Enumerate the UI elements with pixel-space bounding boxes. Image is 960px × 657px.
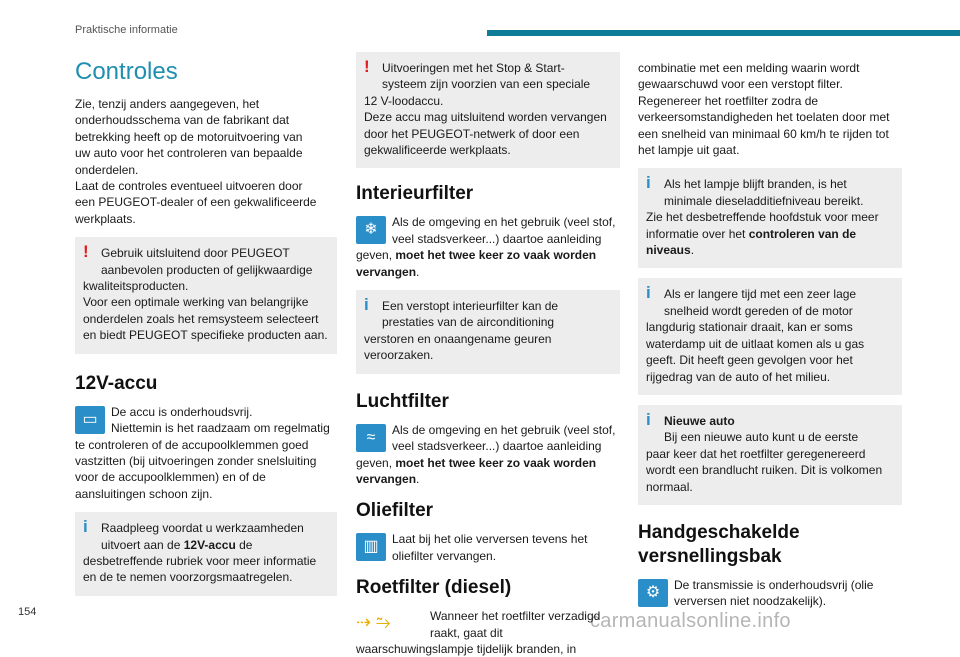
info-icon: i [646, 283, 651, 303]
versnellingsbak-body: ⚙ De transmissie is onderhoudsvrij (olie verversen niet noodzakelijk). [638, 577, 902, 610]
section-title-roetfilter: Roetfilter (diesel) [356, 577, 512, 599]
info-note-nieuwe-auto: i Nieuwe auto Bij een nieuwe auto kunt u de eerste paar keer dat het roetfilter geregenereerd wordt een brandlucht ruiken. Dit is volkomen normaal. [638, 405, 902, 505]
column-1 [75, 52, 337, 596]
luchtfilter-body: ≈ Als de omgeving en het gebruik (veel stof, veel stadsverkeer...) daartoe aanleiding geven, moet het twee keer zo vaak worden vervangen. [356, 422, 616, 486]
header-section-title: Praktische informatie [75, 24, 178, 36]
oliefilter-body: ▥ Laat bij het olie verversen tevens het oliefilter vervangen. [356, 531, 620, 564]
info-note-accu: i Raadpleeg voordat u werkzaamheden uitvoert aan de 12V-accu de desbetreffende rubriek voor meer informatie en de te nemen voorzorgsmaatregelen. [75, 512, 337, 596]
warning-note-products: ! Gebruik uitsluitend door PEUGEOT aanbevolen producten of gelijkwaardige kwaliteitsproducten. Voor een optimale werking van belangrijke onderdelen zoals het remsysteem selecteert en biedt PEUGEOT specifieke producten aan. [75, 237, 337, 353]
info-note-waterdamp: i Als er langere tijd met een zeer lage snelheid wordt gereden of de motor langdurig stationair draait, kan er soms waterdamp uit de uitlaat komen als u gas geeft. Dit heeft geen gevolgen voor het rijgedrag van de auto of het milieu. [638, 278, 902, 394]
column-2 [356, 52, 620, 657]
watermark: carmanualsonline.info [590, 610, 791, 632]
warning-note-stopstart: ! Uitvoeringen met het Stop & Start- systeem zijn voorzien van een speciale 12 V-loodaccu. Deze accu mag uitsluitend worden vervangen door het PEUGEOT-netwerk of door een gekwalificeerde werkplaats. [356, 52, 620, 168]
info-note-additive: i Als het lampje blijft branden, is het minimale dieseladditiefniveau bereikt. Zie het desbetreffende hoofdstuk voor meer informatie over het controleren van de niveaus. [638, 168, 902, 268]
header-accent-bar [487, 30, 960, 36]
section-title-interieurfilter: Interieurfilter [356, 183, 474, 205]
info-icon: i [83, 517, 88, 537]
info-icon: i [646, 409, 651, 429]
info-icon: i [364, 295, 369, 315]
roetfilter-body: ⇢ ⥲ Wanneer het roetfilter verzadigd raakt, gaat dit waarschuwingslampje tijdelijk branden, in [356, 609, 601, 656]
warning-icon: ! [364, 57, 370, 76]
warning-icon: ! [83, 242, 89, 262]
interieurfilter-body: ❄ Als de omgeving en het gebruik (veel stof, veel stadsverkeer...) daartoe aanleiding geven, moet het twee keer zo vaak worden vervangen. [356, 215, 616, 279]
oil-filter-icon: ▥ [356, 533, 386, 561]
battery-icon: ▭ [75, 406, 105, 434]
section-title-12v-accu: 12V-accu [75, 372, 158, 394]
section-title-controles: Controles [75, 58, 178, 85]
column-3 [638, 60, 902, 610]
controles-intro: Zie, tenzij anders aangegeven, het onderhoudsschema van de fabrikant dat betrekking heeft op de motoruitvoering van uw auto voor het controleren van bepaalde onderdelen. Laat de controles eventueel uitvoeren door een PEUGEOT-dealer of een gekwalificeerde werkplaats. [75, 97, 317, 226]
gearbox-icon: ⚙ [638, 579, 668, 607]
page-number: 154 [18, 606, 37, 618]
section-title-luchtfilter: Luchtfilter [356, 390, 449, 412]
section-title-versnellingsbak: Handgeschakelde versnellingsbak [638, 521, 800, 567]
info-icon: i [646, 173, 651, 193]
accu-body: ▭ De accu is onderhoudsvrij. Niettemin is het raadzaam om regelmatig te controleren of de accupoolklemmen goed vastzitten (bij uitvoeringen zonder snelsluiting voor de accupoolklemmen) en of de aansluitingen schoon zijn. [75, 404, 330, 501]
air-filter-icon: ≈ [356, 424, 386, 452]
section-title-oliefilter: Oliefilter [356, 500, 434, 522]
diesel-filter-icon: ⇢ ⥲ [356, 612, 391, 633]
info-note-interieurfilter: i Een verstopt interieurfilter kan de prestaties van de airconditioning verstoren en onaangename geuren veroorzaken. [356, 290, 620, 374]
link-12v-accu: 12V-accu [183, 537, 236, 552]
roetfilter-continued: combinatie met een melding waarin wordt gewaarschuwd voor een verstopt filter. Regenereer het roetfilter zodra de verkeersomstandigheden het toelaten door met een snelheid van minimaal 60 km/h te rijden tot het lampje uit gaat. [638, 61, 890, 158]
interior-filter-icon: ❄ [356, 216, 386, 244]
